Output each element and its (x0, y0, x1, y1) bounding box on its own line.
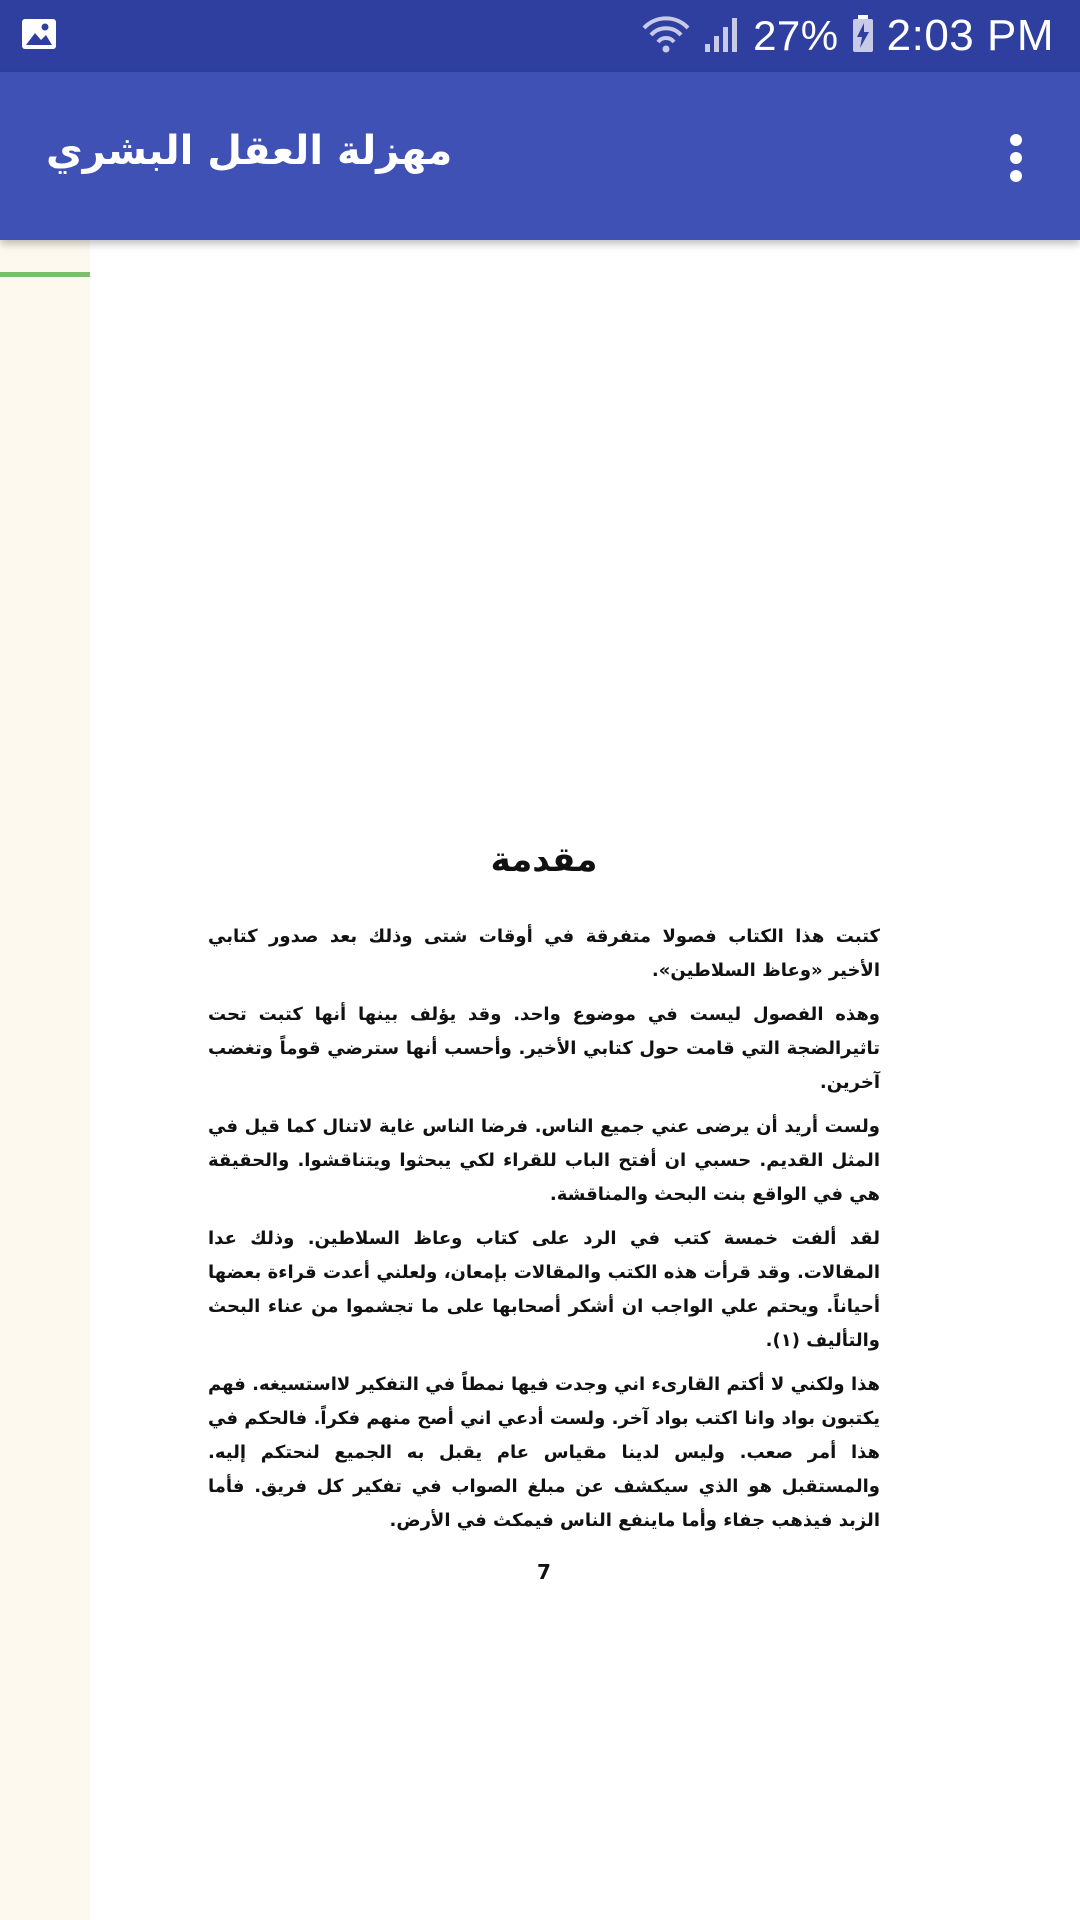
more-dot-3 (1010, 170, 1022, 182)
battery-charging-icon (851, 14, 875, 58)
reading-progress-indicator (0, 272, 90, 277)
page-text (208, 840, 880, 1584)
page-heading: مقدمة (490, 840, 598, 880)
more-vert-icon[interactable] (992, 126, 1040, 190)
app-title: مهزلة العقل البشري (46, 128, 453, 174)
app-bar (0, 72, 1080, 240)
book-page[interactable] (90, 240, 1080, 1920)
image-icon (20, 15, 58, 57)
paragraph: لقد ألفت خمسة كتب في الرد على كتاب وعاظ السلاطين. وذلك عدا المقالات. وقد قرأت هذه الكتب والمقالات بإمعان، ولعلني أعدت قراءة بعضها أحياناً. ويحتم علي الواجب ان أشكر أصحابها على ما تجشموا من عناء البحث والتأليف (١). (208, 1228, 880, 1351)
status-bar (0, 0, 1080, 72)
paragraph: ولست أريد أن يرضى عني جميع الناس. فرضا الناس غاية لاتنال كما قيل في المثل القديم. حسبي ان أفتح الباب للقراء لكي يبحثوا ويتناقشوا. والحقيقة هي في الواقع بنت البحث والمناقشة. (208, 1116, 880, 1205)
more-dot-1 (1010, 134, 1022, 146)
page-number: 7 (537, 1560, 551, 1584)
battery-percent: 27% (753, 12, 839, 59)
paragraph: وهذه الفصول ليست في موضوع واحد. وقد يؤلف بينها أنها كتبت تحت تاثيرالضجة التي قامت حول كتابي الأخير. وأحسب أنها سترضي قوماً وتغضب آخرين. (208, 1004, 880, 1093)
signal-icon (703, 14, 741, 58)
more-dot-2 (1010, 152, 1022, 164)
paragraph: كتبت هذا الكتاب فصولا متفرقة في أوقات شتى وذلك بعد صدور كتابي الأخير «وعاظ السلاطين». (208, 926, 880, 981)
reader-content[interactable] (0, 240, 1080, 1920)
paragraph: هذا ولكني لا أكتم القارىء اني وجدت فيها نمطاً في التفكير لااستسيغه. فهم يكتبون بواد وانا اكتب بواد آخر. ولست أدعي اني أصح منهم فكراً. فالحكم في هذا أمر صعب. وليس لدينا مقياس عام يقبل به الجميع لنحتكم إليه. والمستقبل هو الذي سيكشف عن مبلغ الصواب في تفكير كل فريق. فأما الزبد فيذهب جفاء وأما ماينفع الناس فيمكث في الأرض. (208, 1374, 880, 1531)
page-edge-strip (0, 240, 90, 1920)
clock: 2:03 PM (886, 11, 1054, 60)
wifi-icon (641, 14, 691, 58)
